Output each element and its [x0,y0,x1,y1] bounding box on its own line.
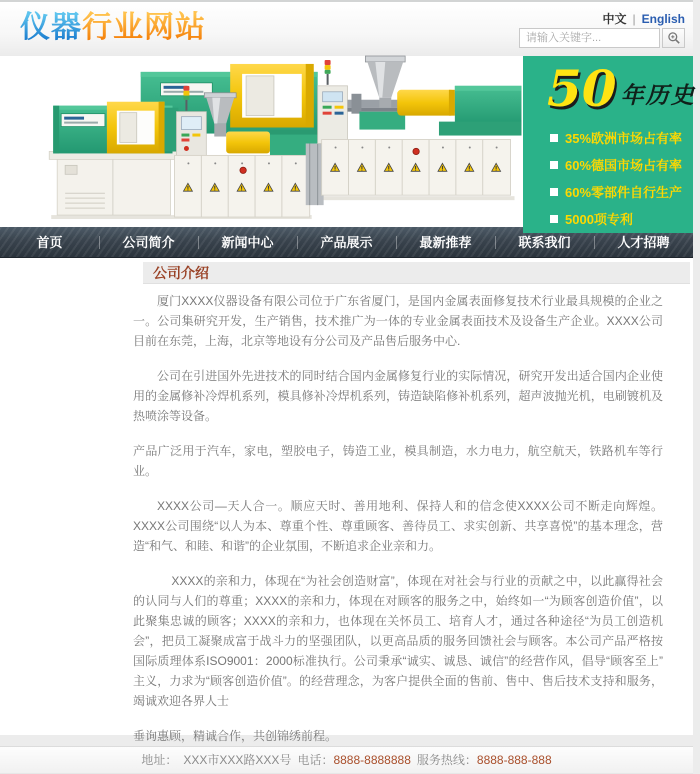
nav-item-news[interactable]: 新闻中心 [198,227,297,257]
lang-link-chinese[interactable]: 中文 [602,12,627,26]
bullet-square-icon [550,161,558,169]
main-content [133,258,693,746]
lang-divider: | [632,12,636,26]
site-logo[interactable] [20,13,206,43]
search-input[interactable] [519,28,660,48]
promo-panel [523,56,696,233]
nav-item-careers[interactable]: 人才招聘 [594,227,693,257]
footer-phone: 8888-8888888 [333,753,411,767]
footer-phone-label: 电话： [297,753,334,767]
nav-item-about[interactable]: 公司简介 [99,227,198,257]
language-switcher [603,10,685,27]
promo-bullet [550,128,693,147]
intro-paragraph: 垂询惠顾，精诚合作，共创锦绣前程。 [133,729,338,743]
footer-hotline-label: 服务热线： [416,753,477,767]
bullet-square-icon [550,215,558,223]
right-cabinet-row [322,140,511,196]
promo-bullet [550,182,693,201]
middle-cabinet-row [175,155,310,217]
promo-years-number: 50 [547,58,617,118]
bullet-square-icon [550,134,558,142]
intro-paragraph: 厦门XXXX仪器设备有限公司位于广东省厦门，是国内金属表面修复技术行业最具规模的企业之一。公司集研究开发，生产销售，技术推广为一体的专业金属表面技术及设备生产企业。XXXX公司目前在东莞，上海，北京等地设有分公司及产品售后服务中心. [133,294,663,348]
promo-bullet [550,209,693,228]
footer-bar [0,746,693,774]
promo-years-label: 年历史 [620,82,696,108]
nav-item-home[interactable]: 首页 [36,235,63,250]
search-button[interactable] [662,28,685,48]
bullet-square-icon [550,188,558,196]
machines-photo [0,56,523,227]
intro-paragraph: XXXX的亲和力，体现在“为社会创造财富”，体现在对社会与行业的贡献之中，以此赢得社会的认同与人们的尊重；XXXX的亲和力，体现在对顾客的服务之中，始终如一“为顾客创造价值”，以此聚集忠诚的顾客；XXXX的亲和力，也体现在关怀员工、培育人才，通过各种途径“为员工创造机会”，把员工凝聚成富于战斗力的坚强团队，以更高品质的服务回馈社会与顾客。本公司产品严格按国际质理体系ISO9001：2000标准执行。公司秉承“诚实、诚恳、诚信”的经营作风，倡导“顾客至上”主义，力求为“顾客创造价值”。的经营理念，为客户提供全面的售前、售中、售后技术支持和服务，竭诚欢迎各界人士 [133,574,663,708]
left-machine [49,102,178,215]
nav-item-recommended[interactable]: 最新推荐 [396,227,495,257]
intro-paragraph: 产品广泛用于汽车，家电，塑胶电子，铸造工业，模具制造，水力电力，航空航天，铁路机车等行业。 [133,444,663,478]
lang-link-english[interactable]: English [641,12,685,26]
nav-item-products[interactable]: 产品展示 [297,227,396,257]
search-bar [519,28,685,48]
search-icon [667,31,681,45]
section-title: 公司介绍 [153,265,209,281]
promo-bullet-text: 5000项专利 [565,212,633,227]
intro-paragraph: 公司在引进国外先进技术的同时结合国内金属修复行业的实际情况，研究开发出适合国内企业使用的金属修补冷焊机系列，模具修补冷焊机系列，铸造缺陷修补机系列，超声波抛光机，电刷镀机及热喷涂等设备。 [133,369,663,423]
promo-bullet-text: 60%零部件自行生产 [565,185,683,200]
promo-bullet [550,155,693,174]
promo-headline [523,56,696,118]
intro-paragraph: XXXX公司—天人合一。顺应天时、善用地利、保持人和的信念使XXXX公司不断走向辉煌。XXXX公司围绕“以人为本、尊重个性、尊重顾客、善待员工、求实创新、共享喜悦”的基本理念，营造“和气、和睦、和谐”的企业氛围，不断追求企业亲和力。 [133,499,663,553]
company-intro [133,291,663,746]
logo-text-secondary: 行业网站 [82,11,206,44]
logo-text-primary: 仪器 [20,11,82,44]
footer-hotline: 8888-888-888 [476,753,552,767]
section-title-bar [143,262,690,284]
promo-bullet-text: 60%德国市场占有率 [565,158,683,173]
footer-address-label: 地址： [141,753,178,767]
promo-bullet-text: 35%欧洲市场占有率 [565,131,683,146]
promo-bullet-list [550,128,693,228]
machines-illustration [0,56,523,227]
site-header [0,2,693,56]
hero-banner [0,56,696,227]
footer-address: XXX市XXX路XXX号 [183,753,292,767]
nav-item-contact[interactable]: 联系我们 [495,227,594,257]
